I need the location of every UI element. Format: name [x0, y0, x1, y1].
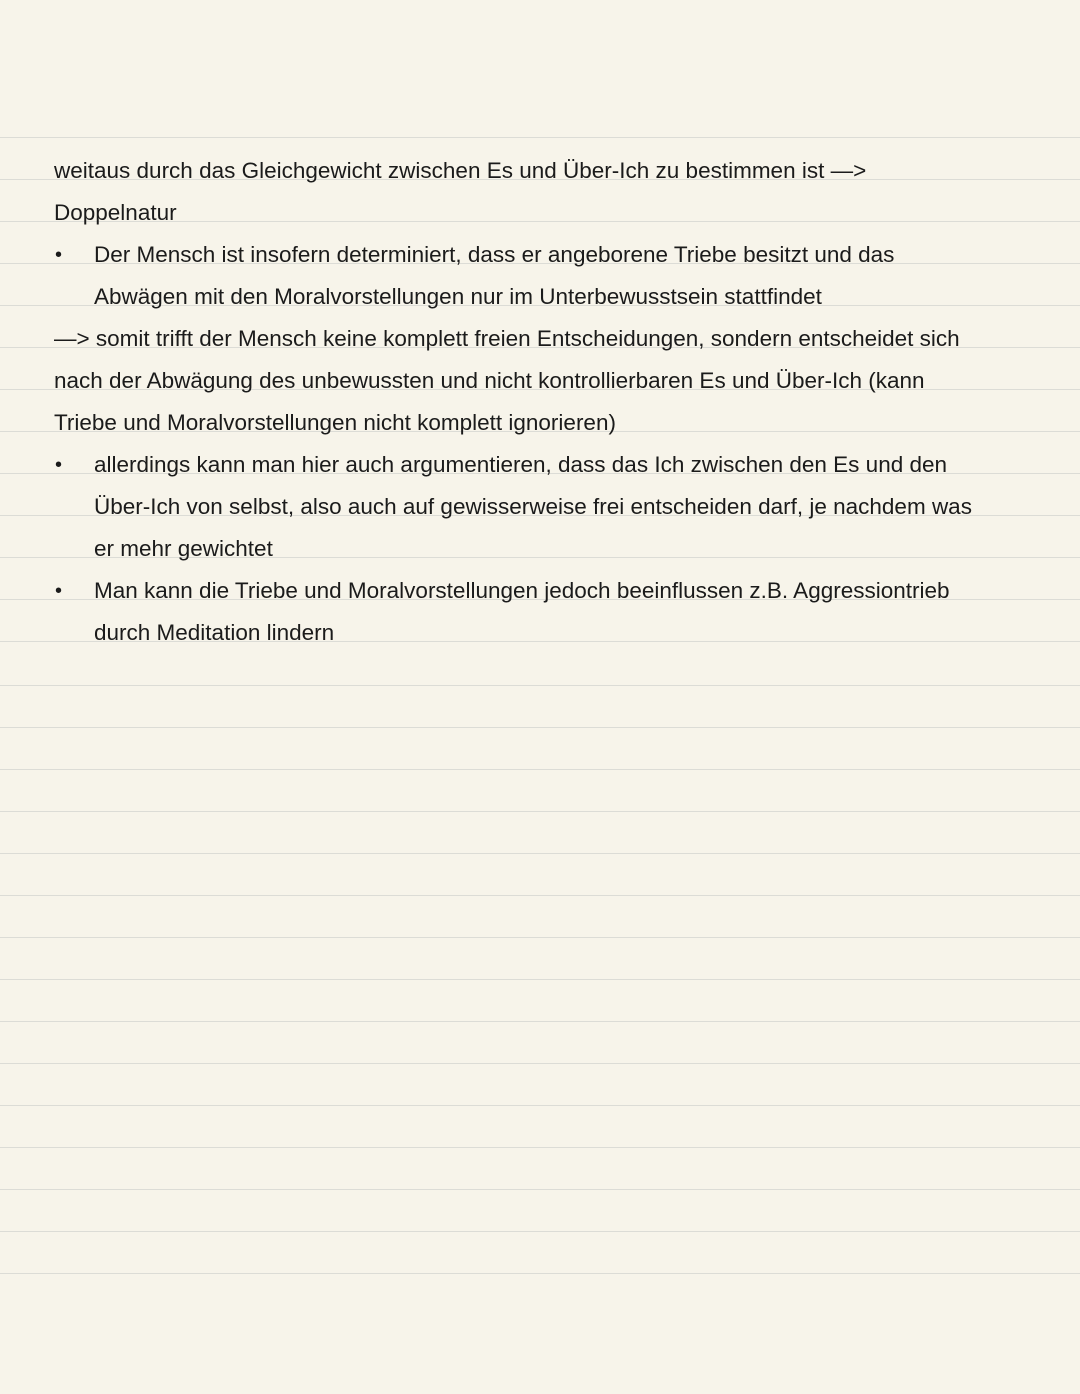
- ruled-line: [0, 1273, 1080, 1274]
- text-line: Der Mensch ist insofern determiniert, dass er angeborene Triebe besitzt und das: [94, 242, 895, 267]
- ruled-line: [0, 685, 1080, 686]
- bullet-marker: •: [55, 454, 63, 476]
- text-line: er mehr gewichtet: [94, 536, 273, 561]
- ruled-line: [0, 137, 1080, 138]
- text-line: Über-Ich von selbst, also auch auf gewisserweise frei entscheiden darf, je nachdem was: [94, 494, 972, 519]
- ruled-line: [0, 1189, 1080, 1190]
- ruled-line: [0, 1105, 1080, 1106]
- text-line: Abwägen mit den Moralvorstellungen nur im Unterbewusstsein stattfindet: [94, 284, 822, 309]
- text-line: Doppelnatur: [54, 200, 177, 225]
- text-line: weitaus durch das Gleichgewicht zwischen Es und Über-Ich zu bestimmen ist —>: [54, 158, 867, 183]
- ruled-line: [0, 895, 1080, 896]
- ruled-line: [0, 769, 1080, 770]
- text-line: Triebe und Moralvorstellungen nicht komplett ignorieren): [54, 410, 616, 435]
- text-line: allerdings kann man hier auch argumentieren, dass das Ich zwischen den Es und den: [94, 452, 948, 477]
- ruled-line: [0, 811, 1080, 812]
- text-line: Man kann die Triebe und Moralvorstellungen jedoch beeinflussen z.B. Aggressiontrieb: [94, 578, 950, 603]
- ruled-line: [0, 727, 1080, 728]
- ruled-line: [0, 1063, 1080, 1064]
- bullet-marker: •: [55, 244, 63, 266]
- ruled-line: [0, 853, 1080, 854]
- ruled-line: [0, 979, 1080, 980]
- ruled-line: [0, 937, 1080, 938]
- text-line: durch Meditation lindern: [94, 620, 335, 645]
- bullet-marker: •: [55, 580, 63, 602]
- ruled-line: [0, 1021, 1080, 1022]
- text-line: —> somit trifft der Mensch keine komplett freien Entscheidungen, sondern entscheidet sich: [54, 326, 960, 351]
- text-line: nach der Abwägung des unbewussten und nicht kontrollierbaren Es und Über-Ich (kann: [54, 368, 925, 393]
- ruled-line: [0, 1231, 1080, 1232]
- ruled-line: [0, 1147, 1080, 1148]
